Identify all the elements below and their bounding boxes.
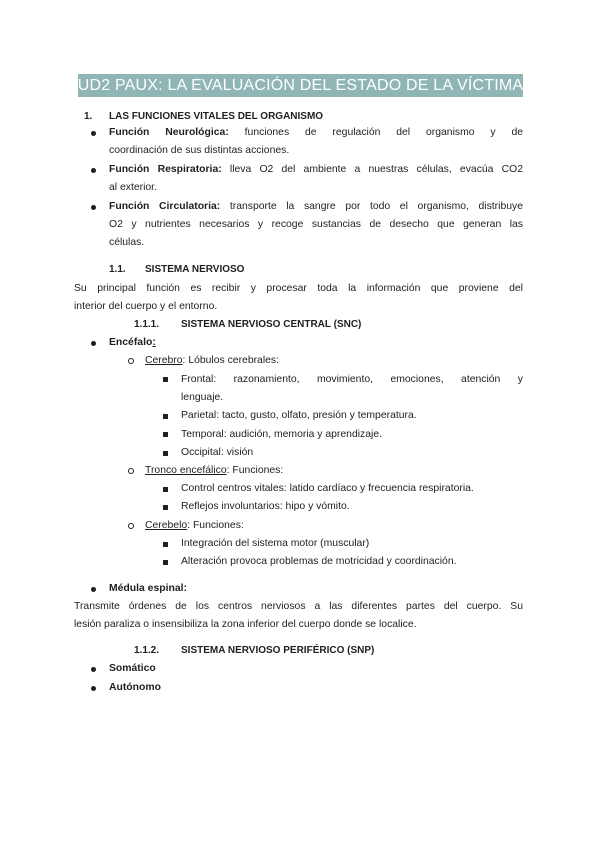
medula-line1: Transmite órdenes de los centros nerviosos a las diferentes partes del cuerpo. Su xyxy=(74,601,523,612)
section-1-1-2-heading: SISTEMA NERVIOSO PERIFÉRICO (SNP) xyxy=(181,645,375,656)
tronco-label: Tronco encefálico xyxy=(145,465,227,476)
tronco-line: Tronco encefálico: Funciones: xyxy=(145,465,284,476)
section-1-1-heading: SISTEMA NERVIOSO xyxy=(145,264,245,275)
bullet-icon xyxy=(91,205,96,210)
tronco-item-2: Reflejos involuntarios: hipo y vómito. xyxy=(181,501,350,512)
cerebro-label: Cerebro xyxy=(145,355,183,366)
bullet-square-icon xyxy=(163,432,168,437)
function-neuro-line2: coordinación de sus distintas acciones. xyxy=(109,145,290,156)
section-1-1-2-number: 1.1.2. xyxy=(134,645,160,656)
bullet-square-icon xyxy=(163,377,168,382)
bullet-icon xyxy=(91,131,96,136)
lobe-parietal: Parietal: tacto, gusto, olfato, presión y temperatura. xyxy=(181,410,417,421)
function-neuro-label: Función Neurológica: xyxy=(109,127,229,138)
cerebelo-item-2: Alteración provoca problemas de motricidad y coordinación. xyxy=(181,556,457,567)
sn-paragraph-line2: interior del cuerpo y el entorno. xyxy=(74,301,218,312)
bullet-square-icon xyxy=(163,487,168,492)
cerebelo-label: Cerebelo xyxy=(145,520,188,531)
bullet-square-icon xyxy=(163,560,168,565)
bullet-icon xyxy=(91,341,96,346)
bullet-square-icon xyxy=(163,414,168,419)
section-1-1-1-number: 1.1.1. xyxy=(134,319,160,330)
section-1-number: 1. xyxy=(84,111,93,122)
encefalo-label: Encéfalo: xyxy=(109,337,156,348)
bullet-square-icon xyxy=(163,451,168,456)
bullet-icon xyxy=(91,686,96,691)
function-circ-line2: O2 y nutrientes necesarios y recoge sustancias de desecho que generan las xyxy=(109,219,523,230)
medula-label: Médula espinal: xyxy=(109,583,187,594)
bullet-hollow-icon xyxy=(128,523,134,529)
medula-line2: lesión paraliza o insensibiliza la zona inferior del cuerpo donde se localice. xyxy=(74,619,417,630)
document-title: UD2 PAUX: LA EVALUACIÓN DEL ESTADO DE LA VÍCTIMA xyxy=(78,74,523,97)
function-circ-line3: células. xyxy=(109,237,145,248)
bullet-icon xyxy=(91,168,96,173)
lobe-occipital: Occipital: visión xyxy=(181,447,254,458)
lobe-frontal-line1: Frontal: razonamiento, movimiento, emociones, atención y xyxy=(181,374,523,385)
function-resp-line1: Función Respiratoria: lleva O2 del ambiente a nuestras células, evacúa CO2 xyxy=(109,164,523,175)
section-1-1-number: 1.1. xyxy=(109,264,126,275)
bullet-square-icon xyxy=(163,542,168,547)
section-1-heading: LAS FUNCIONES VITALES DEL ORGANISMO xyxy=(109,111,324,122)
function-resp-label: Función Respiratoria: xyxy=(109,164,222,175)
tronco-item-1: Control centros vitales: latido cardíaco y frecuencia respiratoria. xyxy=(181,483,474,494)
snp-item-somatico: Somático xyxy=(109,663,156,674)
function-circ-line1: Función Circulatoria: transporte la sangre por todo el organismo, distribuye xyxy=(109,201,523,212)
bullet-icon xyxy=(91,587,96,592)
cerebelo-item-1: Integración del sistema motor (muscular) xyxy=(181,538,370,549)
snp-item-autonomo: Autónomo xyxy=(109,682,161,693)
sn-paragraph-line1: Su principal función es recibir y procesar toda la información que proviene del xyxy=(74,283,523,294)
cerebelo-line: Cerebelo: Funciones: xyxy=(145,520,244,531)
function-resp-line2: al exterior. xyxy=(109,182,157,193)
cerebro-line: Cerebro: Lóbulos cerebrales: xyxy=(145,355,280,366)
section-1-1-1-heading: SISTEMA NERVIOSO CENTRAL (SNC) xyxy=(181,319,362,330)
function-circ-label: Función Circulatoria: xyxy=(109,201,221,212)
bullet-icon xyxy=(91,667,96,672)
lobe-temporal: Temporal: audición, memoria y aprendizaje. xyxy=(181,429,382,440)
lobe-frontal-line2: lenguaje. xyxy=(181,392,224,403)
bullet-hollow-icon xyxy=(128,468,134,474)
function-neuro-line1: Función Neurológica: funciones de regulación del organismo y de xyxy=(109,127,523,138)
bullet-hollow-icon xyxy=(128,358,134,364)
bullet-square-icon xyxy=(163,505,168,510)
